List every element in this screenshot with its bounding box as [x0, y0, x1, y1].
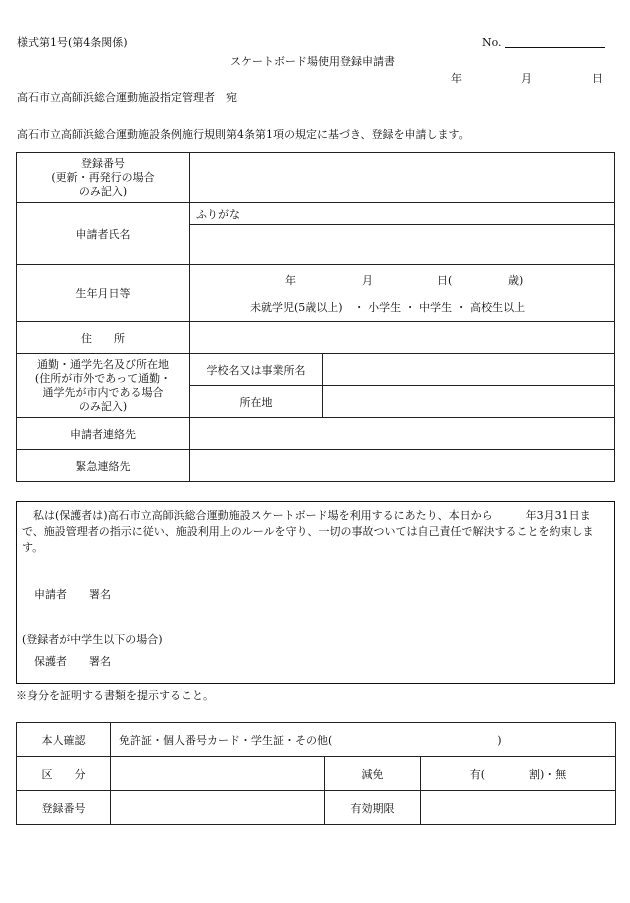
intro-text: 高石市立高師浜総合運動施設条例施行規則第4条第1項の規定に基づき、登録を申請します。	[17, 128, 470, 141]
office-reg-number-label: 登録番号	[17, 791, 111, 825]
id-options[interactable]: 免許証・個人番号カード・学生証・その他( )	[111, 723, 616, 757]
furigana-field[interactable]	[190, 203, 615, 225]
addressee: 高石市立高師浜総合運動施設指定管理者 宛	[17, 91, 237, 104]
page-title: スケートボード場使用登録申請書	[230, 55, 395, 68]
date-month-label: 月	[521, 72, 532, 85]
school-name-label: 学校名又は事業所名	[190, 354, 323, 386]
guardian-signature[interactable]: 保護者 署名	[34, 655, 111, 668]
declaration-box	[16, 501, 615, 684]
applicant-contact-label: 申請者連絡先	[17, 418, 190, 450]
location-field[interactable]	[323, 386, 615, 418]
valid-period-label: 有効期限	[325, 791, 421, 825]
minor-note: (登録者が中学生以下の場合)	[22, 633, 163, 646]
school-work-label: 通勤・通学先名及び所在地 (住所が市外であって通勤・ 通学先が市内である場合 のみ記入)	[17, 354, 190, 418]
birth-date-field[interactable]: 年 月 日( 歳) 未就学児(5歳以上) ・ 小学生 ・ 中学生 ・ 高校生以上	[190, 265, 615, 322]
declaration-text: 私は(保護者は)高石市立高師浜総合運動施設スケートボード場を利用するにあたり、本日から 年3月31日まで、施設管理者の指示に従い、施設利用上のルールを守り、一切の事故ついては自己責任で解決することを約束します。	[22, 509, 594, 554]
applicant-contact-field[interactable]	[190, 418, 615, 450]
address-field[interactable]	[190, 322, 615, 354]
applicant-name-field[interactable]	[190, 225, 615, 265]
identity-check-label: 本人確認	[17, 723, 111, 757]
applicant-name-label: 申請者氏名	[17, 203, 190, 265]
division-label: 区 分	[17, 757, 111, 791]
furigana-label: ふりがな	[196, 207, 240, 221]
id-note: ※身分を証明する書類を提示すること。	[16, 689, 214, 702]
application-table	[16, 152, 615, 482]
reg-number-field[interactable]	[190, 153, 615, 203]
valid-period-field[interactable]	[421, 791, 616, 825]
office-reg-number-field[interactable]	[111, 791, 325, 825]
office-table	[16, 722, 616, 825]
division-field[interactable]	[111, 757, 325, 791]
location-label: 所在地	[190, 386, 323, 418]
emergency-contact-field[interactable]	[190, 450, 615, 482]
address-label: 住 所	[17, 322, 190, 354]
date-year-label: 年	[451, 72, 462, 85]
no-field[interactable]	[505, 47, 605, 48]
form-number: 様式第1号(第4条関係)	[17, 36, 128, 49]
applicant-signature[interactable]: 申請者 署名	[34, 588, 111, 601]
no-label: No.	[482, 36, 502, 49]
birth-date-label: 生年月日等	[17, 265, 190, 322]
category-options[interactable]: 未就学児(5歳以上) ・ 小学生 ・ 中学生 ・ 高校生以上	[250, 301, 526, 314]
emergency-contact-label: 緊急連絡先	[17, 450, 190, 482]
date-day-label: 日	[592, 72, 603, 85]
school-name-field[interactable]	[323, 354, 615, 386]
exemption-value[interactable]: 有( 割)・無	[421, 757, 616, 791]
exemption-label: 減免	[325, 757, 421, 791]
reg-number-label: 登録番号 (更新・再発行の場合 のみ記入)	[17, 153, 190, 203]
